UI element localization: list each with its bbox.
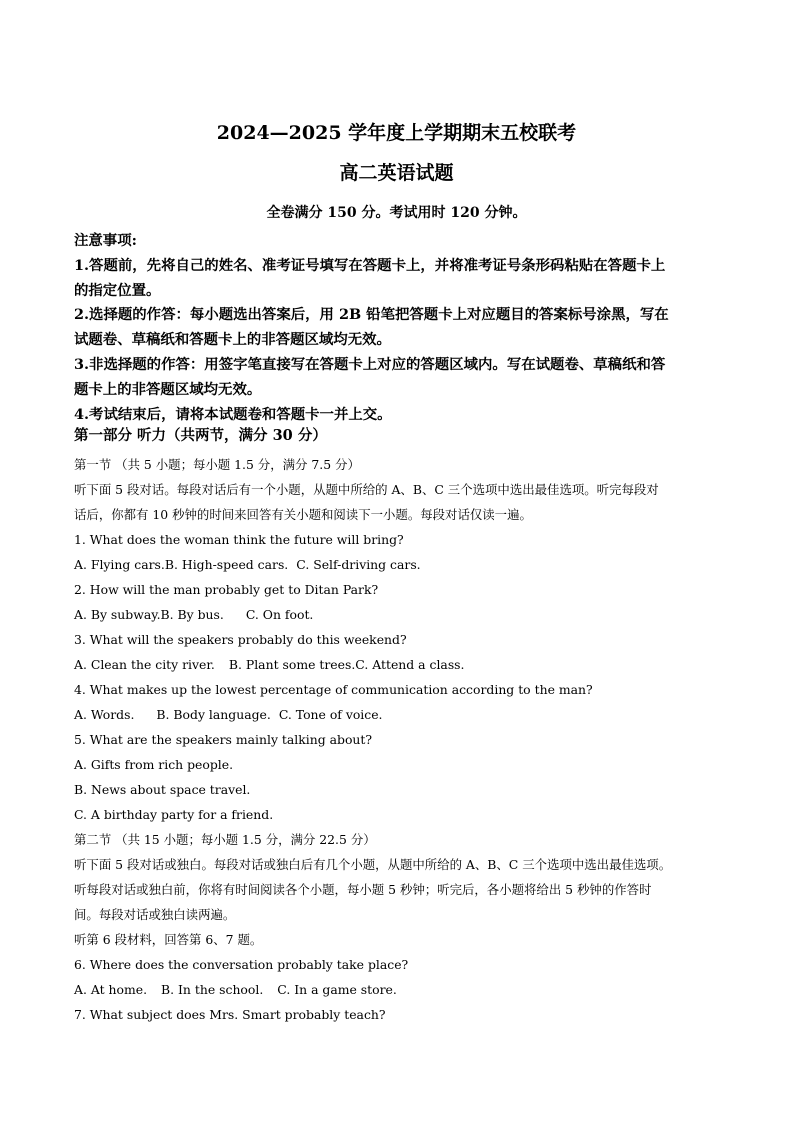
question-3: 3. What will the speakers probably do this weekend? xyxy=(74,632,407,647)
notice-heading: 注意事项: xyxy=(74,232,137,249)
option-a: A. Flying cars. xyxy=(74,557,165,572)
notice-line: 4.考试结束后，请将本试题卷和答题卡一并上交。 xyxy=(74,405,392,423)
section2-instruction: 听每段对话或独白前，你将有时间阅读各个小题，每小题 5 秒钟；听完后，各小题将给出 5 秒钟的作答时 xyxy=(74,882,652,897)
option-c: C. Tone of voice. xyxy=(278,707,383,722)
option-b: B. In the school. xyxy=(161,982,264,997)
notice-block xyxy=(74,229,724,427)
question-2: 2. How will the man probably get to Ditan Park? xyxy=(74,582,379,597)
option-a: A. At home. xyxy=(74,982,148,997)
notice-line: 的指定位置。 xyxy=(74,281,161,299)
question-7: 7. What subject does Mrs. Smart probably teach? xyxy=(74,1007,386,1022)
option-b: B. News about space travel. xyxy=(74,782,251,797)
question-5: 5. What are the speakers mainly talking about? xyxy=(74,732,373,747)
option-a: A. Gifts from rich people. xyxy=(74,757,234,772)
option-b: B. Body language. xyxy=(156,707,271,722)
option-c: C. Attend a class. xyxy=(355,657,465,672)
option-c: C. A birthday party for a friend. xyxy=(74,807,274,822)
listening-section xyxy=(74,452,724,1027)
exam-title: 2024—2025 学年度上学期期末五校联考 xyxy=(216,122,577,144)
exam-subject: 高二英语试题 xyxy=(339,162,454,184)
question-6-options xyxy=(74,977,724,1002)
question-4-options xyxy=(74,702,724,727)
notice-line: 题卡上的非答题区域均无效。 xyxy=(74,380,262,398)
option-a: A. Clean the city river. xyxy=(74,657,215,672)
option-c: C. Self-driving cars. xyxy=(296,557,421,572)
question-6: 6. Where does the conversation probably take place? xyxy=(74,957,409,972)
notice-line: 3.非选择题的作答：用签字笔直接写在答题卡上对应的答题区域内。写在试题卷、草稿纸和答 xyxy=(74,355,666,373)
material-6-note: 听第 6 段材料，回答第 6、7 题。 xyxy=(74,932,263,947)
section1-instruction: 听下面 5 段对话。每段对话后有一个小题，从题中所给的 A、B、C 三个选项中选出最佳选项。听完每段对 xyxy=(74,482,659,497)
part1-heading: 第一部分 听力（共两节，满分 30 分） xyxy=(74,427,327,444)
section1-instruction: 话后，你都有 10 秒钟的时间来回答有关小题和阅读下一小题。每段对话仅读一遍。 xyxy=(74,507,532,522)
notice-line: 试题卷、草稿纸和答题卡上的非答题区域均无效。 xyxy=(74,331,391,349)
option-a: A. By subway. xyxy=(74,607,161,622)
question-3-options xyxy=(74,652,724,677)
notice-line: 2.选择题的作答：每小题选出答案后，用 2B 铅笔把答题卡上对应题目的答案标号涂黑，写在 xyxy=(74,306,669,324)
question-1-options xyxy=(74,552,724,577)
section1-heading: 第一节 （共 5 小题；每小题 1.5 分，满分 7.5 分） xyxy=(74,457,360,472)
option-b: B. By bus. xyxy=(160,607,224,622)
question-2-options xyxy=(74,602,724,627)
option-c: C. On foot. xyxy=(245,607,314,622)
option-a: A. Words. xyxy=(74,707,135,722)
notice-line: 1.答题前，先将自己的姓名、准考证号填写在答题卡上，并将准考证号条形码粘贴在答题卡上 xyxy=(74,256,666,274)
section2-heading: 第二节 （共 15 小题；每小题 1.5 分，满分 22.5 分） xyxy=(74,832,376,847)
question-4: 4. What makes up the lowest percentage of communication according to the man? xyxy=(74,682,593,697)
score-info: 全卷满分 150 分。考试用时 120 分钟。 xyxy=(266,205,527,221)
option-b: B. Plant some trees. xyxy=(228,657,356,672)
option-b: B. High-speed cars. xyxy=(164,557,289,572)
question-1: 1. What does the woman think the future will bring? xyxy=(74,532,404,547)
section2-instruction: 间。每段对话或独白读两遍。 xyxy=(74,907,236,922)
option-c: C. In a game store. xyxy=(277,982,397,997)
section2-instruction: 听下面 5 段对话或独白。每段对话或独白后有几个小题，从题中所给的 A、B、C 三个选项中选出最佳选项。 xyxy=(74,857,672,872)
